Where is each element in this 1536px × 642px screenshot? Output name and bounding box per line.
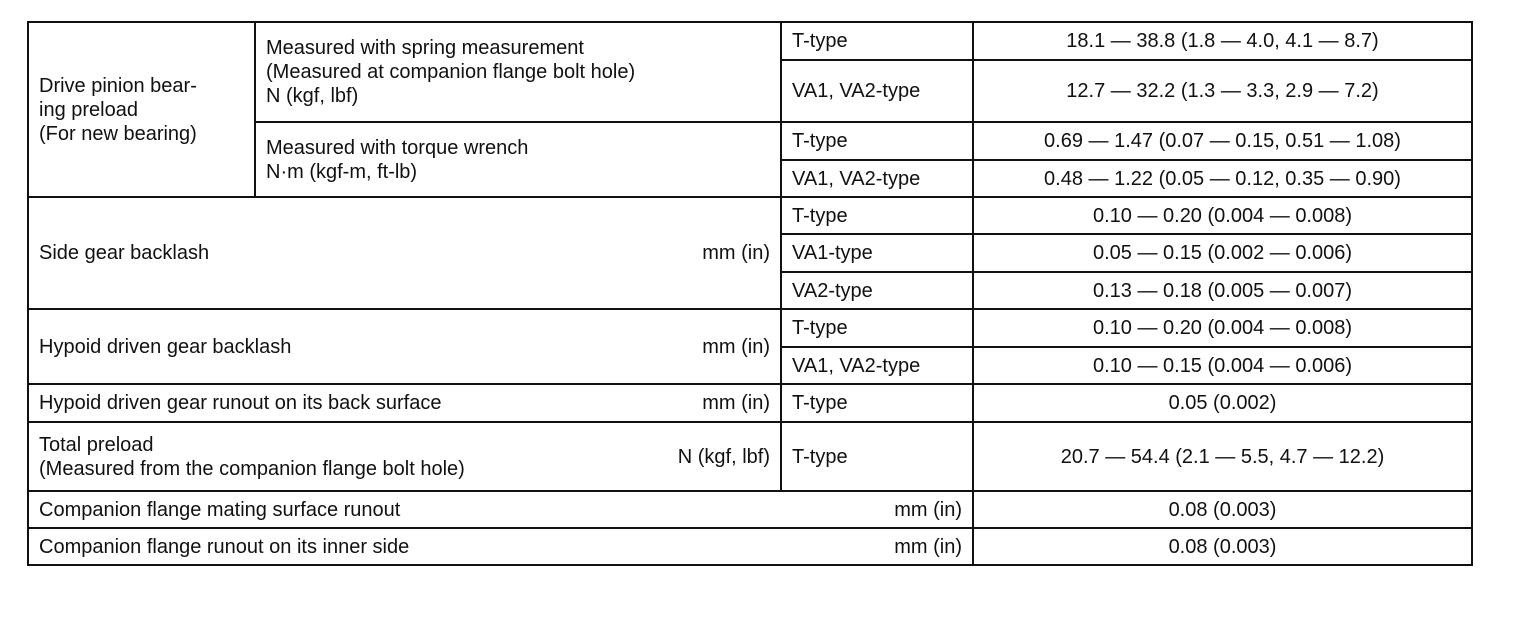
- value-cell: 12.7 — 32.2 (1.3 — 3.3, 2.9 — 7.2): [973, 60, 1472, 122]
- value-cell: 20.7 — 54.4 (2.1 — 5.5, 4.7 — 12.2): [973, 422, 1472, 491]
- value-cell: 0.08 (0.003): [973, 528, 1472, 565]
- value-cell: 0.05 — 0.15 (0.002 — 0.006): [973, 234, 1472, 272]
- value-cell: 0.08 (0.003): [973, 491, 1472, 528]
- type-cell: T-type: [781, 384, 973, 422]
- type-cell: T-type: [781, 197, 973, 234]
- table-row: [28, 309, 1472, 347]
- hypoid-backlash-label-cell: [28, 309, 781, 384]
- side-gear-label-cell: [28, 197, 781, 309]
- torque-method-line: Measured with torque wrench: [266, 136, 529, 159]
- type-cell: VA1, VA2-type: [781, 347, 973, 384]
- drive-pinion-label-line: ing preload: [39, 98, 138, 121]
- spring-method-line: (Measured at companion flange bolt hole): [266, 61, 636, 83]
- table-row: [28, 528, 1472, 565]
- type-cell: T-type: [781, 309, 973, 347]
- table-row: [28, 422, 1472, 491]
- total-preload-label-line: (Measured from the companion flange bolt hole): [39, 457, 465, 480]
- flange-mating-label-cell: [28, 491, 973, 528]
- type-cell: T-type: [781, 22, 973, 60]
- table-row: [28, 491, 1472, 528]
- table-row: [28, 384, 1472, 422]
- value-cell: 0.48 — 1.22 (0.05 — 0.12, 0.35 — 0.90): [973, 160, 1472, 197]
- total-preload-label-line: Total preload: [39, 433, 154, 456]
- value-cell: 18.1 — 38.8 (1.8 — 4.0, 4.1 — 8.7): [973, 22, 1472, 60]
- value-cell: 0.13 — 0.18 (0.005 — 0.007): [973, 272, 1472, 309]
- torque-method-cell: [255, 122, 781, 197]
- type-cell: T-type: [781, 422, 973, 491]
- flange-mating-label: Companion flange mating surface runout: [39, 498, 401, 521]
- flange-inner-label: Companion flange runout on its inner side: [39, 535, 410, 558]
- total-preload-unit: N (kgf, lbf): [677, 445, 770, 468]
- type-cell: T-type: [781, 122, 973, 160]
- value-cell: 0.10 — 0.15 (0.004 — 0.006): [973, 347, 1472, 384]
- table-row: [28, 22, 1472, 60]
- value-cell: 0.05 (0.002): [973, 384, 1472, 422]
- type-cell: VA1, VA2-type: [781, 160, 973, 197]
- hypoid-runout-unit: mm (in): [702, 392, 770, 414]
- hypoid-backlash-label: Hypoid driven gear backlash: [39, 335, 292, 358]
- flange-inner-label-cell: [28, 528, 973, 565]
- drive-pinion-label-line: (For new bearing): [39, 122, 197, 145]
- value-cell: 0.10 — 0.20 (0.004 — 0.008): [973, 309, 1472, 347]
- table-row: [28, 197, 1472, 234]
- spring-method-unit: N (kgf, lbf): [266, 85, 359, 107]
- side-gear-label: Side gear backlash: [39, 242, 210, 264]
- hypoid-runout-label-cell: [28, 384, 781, 422]
- spring-method-line: Measured with spring measurement: [266, 37, 584, 59]
- type-cell: VA1-type: [781, 234, 973, 272]
- type-cell: VA1, VA2-type: [781, 60, 973, 122]
- side-gear-unit: mm (in): [702, 242, 770, 264]
- torque-method-unit: N·m (kgf-m, ft-lb): [266, 160, 418, 183]
- drive-pinion-label-cell: [28, 22, 255, 197]
- total-preload-label-cell: [28, 422, 781, 491]
- type-cell: VA2-type: [781, 272, 973, 309]
- value-cell: 0.69 — 1.47 (0.07 — 0.15, 0.51 — 1.08): [973, 122, 1472, 160]
- flange-mating-unit: mm (in): [894, 498, 962, 521]
- hypoid-runout-label: Hypoid driven gear runout on its back surface: [39, 392, 442, 414]
- spec-table: [27, 21, 1473, 566]
- hypoid-backlash-unit: mm (in): [702, 335, 770, 358]
- value-cell: 0.10 — 0.20 (0.004 — 0.008): [973, 197, 1472, 234]
- spring-method-cell: [255, 22, 781, 122]
- drive-pinion-label-line: Drive pinion bear-: [39, 74, 197, 97]
- flange-inner-unit: mm (in): [894, 535, 962, 558]
